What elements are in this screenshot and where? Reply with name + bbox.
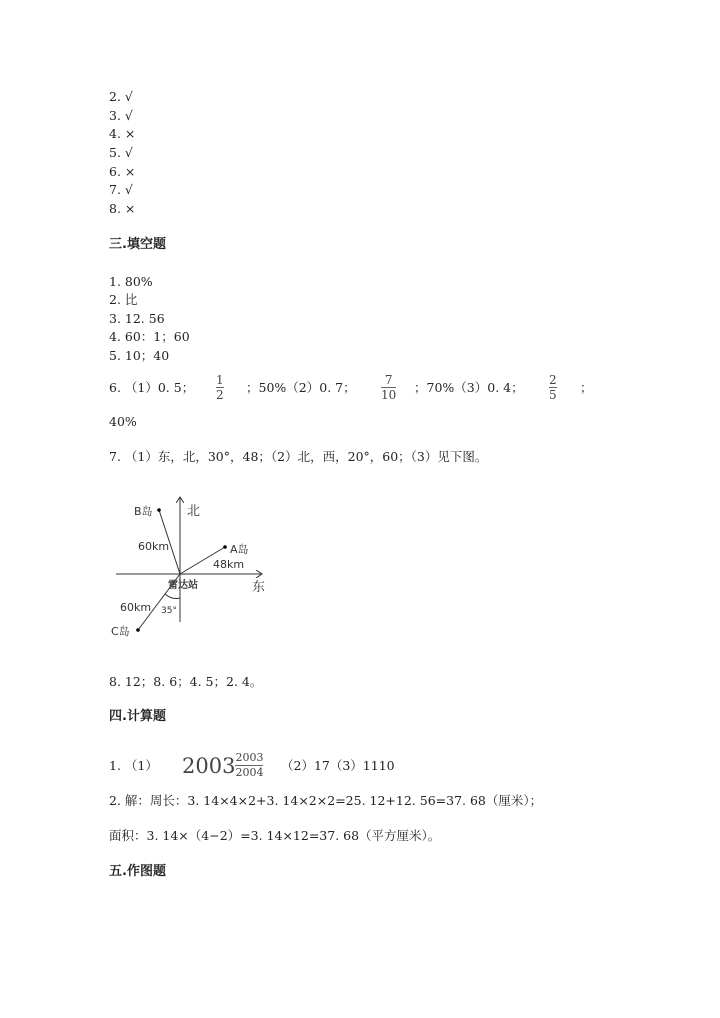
- section-heading: 四.计算题: [109, 709, 166, 724]
- angle-arc: [165, 594, 180, 599]
- judge-answer: 5. √: [109, 145, 133, 160]
- judge-answer: 4. ×: [109, 126, 136, 141]
- section-heading: 五.作图题: [109, 864, 166, 879]
- q6-part2: ；50%（2）0. 7；: [246, 380, 356, 395]
- denominator: 10: [381, 388, 397, 402]
- label-b: B岛: [134, 505, 153, 518]
- label-angle: 35°: [161, 606, 177, 616]
- calc-q1-part2: （2）17（3）1110: [281, 758, 395, 773]
- judge-answer: 8. ×: [109, 201, 136, 216]
- numerator: 7: [384, 373, 393, 387]
- denominator: 2: [216, 388, 224, 402]
- judge-answer: 6. ×: [109, 164, 136, 179]
- judge-answer: 7. √: [109, 182, 133, 197]
- q6-part4: ；: [580, 380, 593, 395]
- q8-answer: 8. 12；8. 6；4. 5；2. 4。: [109, 674, 263, 689]
- point-a: [223, 545, 227, 549]
- fill-answer: 3. 12. 56: [109, 311, 165, 326]
- q6-part3: ；70%（3）0. 4；: [414, 380, 524, 395]
- fill-answer: 5. 10；40: [109, 348, 170, 363]
- label-c: C岛: [111, 625, 130, 638]
- numerator: 2: [549, 373, 557, 387]
- calc-q1-part1: 1. （1）: [109, 758, 158, 773]
- point-b: [157, 508, 161, 512]
- q6-tail: 40%: [109, 414, 137, 429]
- label-c-distance: 60km: [120, 601, 152, 614]
- calc-q2-perimeter: 2. 解：周长：3. 14×4×2+3. 14×2×2=25. 12+12. 56=37. 68（厘米）；: [109, 793, 543, 808]
- q7-answer: 7. （1）东，北，30°，48；（2）北，西，20°，60；（3）见下图。: [109, 449, 488, 464]
- numerator: 1: [216, 373, 224, 387]
- label-east: 东: [252, 580, 266, 595]
- denominator: 5: [549, 388, 557, 402]
- numerator: 2003: [235, 751, 264, 764]
- label-a-distance: 48km: [213, 558, 245, 571]
- fill-answer: 2. 比: [109, 292, 138, 307]
- point-c: [136, 628, 140, 632]
- fill-answer: 1. 80%: [109, 274, 153, 289]
- q6-part1: 6. （1）0. 5；: [109, 380, 195, 395]
- fill-answer: 4. 60：1；60: [109, 329, 190, 344]
- judge-answer: 3. √: [109, 108, 133, 123]
- label-a: A岛: [230, 543, 249, 556]
- judge-answer: 2. √: [109, 89, 133, 104]
- fraction: [235, 751, 263, 780]
- section-heading: 三.填空题: [109, 237, 166, 252]
- label-b-distance: 60km: [138, 540, 170, 553]
- calc-q2-area: 面积：3. 14×（4−2）=3. 14×12=37. 68（平方厘米）。: [109, 828, 441, 843]
- label-center: 雷达站: [168, 580, 198, 591]
- label-north: 北: [187, 504, 201, 519]
- mixed-number: [182, 751, 263, 780]
- denominator: 2004: [235, 766, 264, 779]
- whole-part: 2003: [182, 753, 236, 778]
